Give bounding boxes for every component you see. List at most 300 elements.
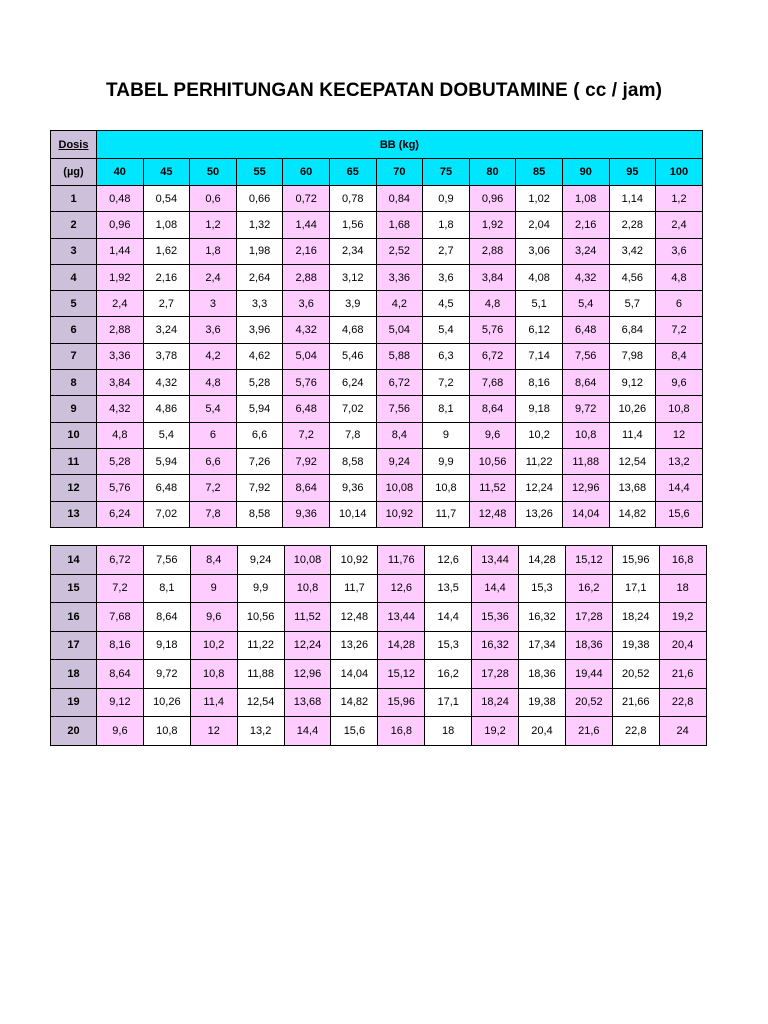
value-cell: 1,92	[97, 264, 144, 290]
value-cell: 6,84	[609, 317, 656, 343]
value-cell: 14,4	[284, 717, 331, 746]
value-cell: 13,68	[284, 688, 331, 717]
value-cell: 1,08	[562, 186, 609, 212]
value-cell: 18,24	[612, 603, 659, 632]
table-row	[51, 264, 703, 290]
value-cell: 5,94	[236, 396, 283, 422]
weight-header-cell: 50	[190, 159, 237, 186]
value-cell: 12,48	[331, 603, 378, 632]
value-cell: 1,8	[423, 212, 470, 238]
value-cell: 20,52	[565, 688, 612, 717]
value-cell: 12,6	[425, 546, 472, 575]
value-cell: 5,4	[190, 396, 237, 422]
value-cell: 4,08	[516, 264, 563, 290]
value-cell: 12,96	[562, 475, 609, 501]
dose-cell: 11	[51, 448, 97, 474]
value-cell: 3,36	[97, 343, 144, 369]
value-cell: 7,2	[97, 574, 144, 603]
weight-header-cell: 75	[423, 159, 470, 186]
value-cell: 10,8	[284, 574, 331, 603]
value-cell: 1,98	[236, 238, 283, 264]
weight-header-cell: 55	[236, 159, 283, 186]
value-cell: 4,62	[236, 343, 283, 369]
value-cell: 7,8	[190, 501, 237, 527]
value-cell: 2,04	[516, 212, 563, 238]
value-cell: 12	[190, 717, 237, 746]
value-cell: 7,92	[283, 448, 330, 474]
value-cell: 15,3	[425, 631, 472, 660]
value-cell: 4,8	[190, 370, 237, 396]
value-cell: 12,54	[237, 688, 284, 717]
value-cell: 2,28	[609, 212, 656, 238]
value-cell: 1,44	[97, 238, 144, 264]
value-cell: 3,42	[609, 238, 656, 264]
value-cell: 8,4	[656, 343, 703, 369]
value-cell: 6,72	[376, 370, 423, 396]
value-cell: 0,66	[236, 186, 283, 212]
value-cell: 8,1	[423, 396, 470, 422]
value-cell: 9,9	[237, 574, 284, 603]
value-cell: 4,32	[283, 317, 330, 343]
value-cell: 9,9	[423, 448, 470, 474]
value-cell: 4,86	[143, 396, 190, 422]
value-cell: 12,96	[284, 660, 331, 689]
value-cell: 14,4	[425, 603, 472, 632]
value-cell: 5,04	[376, 317, 423, 343]
value-cell: 18	[659, 574, 706, 603]
value-cell: 6,72	[97, 546, 144, 575]
value-cell: 16,32	[519, 603, 566, 632]
value-cell: 5,4	[423, 317, 470, 343]
weight-header-cell: 60	[283, 159, 330, 186]
value-cell: 0,9	[423, 186, 470, 212]
value-cell: 0,6	[190, 186, 237, 212]
value-cell: 3,36	[376, 264, 423, 290]
value-cell: 9,72	[143, 660, 190, 689]
value-cell: 15,3	[519, 574, 566, 603]
table-row	[51, 574, 707, 603]
table-row	[51, 475, 703, 501]
value-cell: 6,12	[516, 317, 563, 343]
value-cell: 9,24	[237, 546, 284, 575]
value-cell: 5,76	[469, 317, 516, 343]
value-cell: 15,6	[656, 501, 703, 527]
table-row	[51, 186, 703, 212]
value-cell: 4,8	[656, 264, 703, 290]
value-cell: 6,3	[423, 343, 470, 369]
table-row	[51, 717, 707, 746]
value-cell: 2,7	[143, 291, 190, 317]
value-cell: 3,6	[190, 317, 237, 343]
value-cell: 19,44	[565, 660, 612, 689]
value-cell: 12	[656, 422, 703, 448]
value-cell: 13,2	[656, 448, 703, 474]
dose-cell: 9	[51, 396, 97, 422]
weight-column-header: BB (kg)	[97, 131, 703, 159]
value-cell: 2,4	[190, 264, 237, 290]
value-cell: 10,56	[237, 603, 284, 632]
value-cell: 17,1	[425, 688, 472, 717]
value-cell: 11,88	[237, 660, 284, 689]
value-cell: 10,08	[376, 475, 423, 501]
value-cell: 2,7	[423, 238, 470, 264]
value-cell: 1,2	[190, 212, 237, 238]
value-cell: 1,8	[190, 238, 237, 264]
value-cell: 1,32	[236, 212, 283, 238]
value-cell: 3,9	[329, 291, 376, 317]
dose-unit-header: (µg)	[51, 159, 97, 186]
value-cell: 9	[190, 574, 237, 603]
value-cell: 11,76	[378, 546, 425, 575]
value-cell: 7,92	[236, 475, 283, 501]
value-cell: 19,2	[659, 603, 706, 632]
dose-cell: 4	[51, 264, 97, 290]
value-cell: 9,36	[329, 475, 376, 501]
dose-cell: 15	[51, 574, 97, 603]
value-cell: 12,54	[609, 448, 656, 474]
value-cell: 8,64	[283, 475, 330, 501]
value-cell: 7,98	[609, 343, 656, 369]
value-cell: 8,64	[469, 396, 516, 422]
value-cell: 16,8	[659, 546, 706, 575]
value-cell: 6,48	[283, 396, 330, 422]
value-cell: 9,18	[516, 396, 563, 422]
value-cell: 1,2	[656, 186, 703, 212]
value-cell: 5,4	[562, 291, 609, 317]
weight-header-cell: 100	[656, 159, 703, 186]
value-cell: 3,84	[97, 370, 144, 396]
value-cell: 15,36	[472, 603, 519, 632]
value-cell: 12,6	[378, 574, 425, 603]
value-cell: 9,12	[97, 688, 144, 717]
value-cell: 8,4	[376, 422, 423, 448]
value-cell: 5,1	[516, 291, 563, 317]
value-cell: 14,82	[609, 501, 656, 527]
value-cell: 4,32	[97, 396, 144, 422]
value-cell: 13,26	[331, 631, 378, 660]
dose-cell: 1	[51, 186, 97, 212]
value-cell: 0,54	[143, 186, 190, 212]
dose-cell: 19	[51, 688, 97, 717]
table-row	[51, 660, 707, 689]
dose-cell: 5	[51, 291, 97, 317]
value-cell: 14,4	[656, 475, 703, 501]
value-cell: 3,24	[143, 317, 190, 343]
value-cell: 1,62	[143, 238, 190, 264]
value-cell: 10,8	[423, 475, 470, 501]
dose-cell: 16	[51, 603, 97, 632]
value-cell: 2,88	[97, 317, 144, 343]
value-cell: 14,04	[331, 660, 378, 689]
value-cell: 6,48	[143, 475, 190, 501]
header-row-weights	[51, 159, 703, 186]
value-cell: 3,06	[516, 238, 563, 264]
table-row	[51, 501, 703, 527]
weight-header-cell: 40	[97, 159, 144, 186]
value-cell: 7,2	[190, 475, 237, 501]
value-cell: 10,92	[331, 546, 378, 575]
value-cell: 12,24	[284, 631, 331, 660]
value-cell: 2,16	[562, 212, 609, 238]
weight-header-cell: 65	[329, 159, 376, 186]
value-cell: 19,2	[472, 717, 519, 746]
value-cell: 7,2	[656, 317, 703, 343]
weight-header-cell: 70	[376, 159, 423, 186]
value-cell: 11,88	[562, 448, 609, 474]
value-cell: 6	[190, 422, 237, 448]
value-cell: 18,24	[472, 688, 519, 717]
value-cell: 3,12	[329, 264, 376, 290]
value-cell: 17,34	[519, 631, 566, 660]
dose-cell: 12	[51, 475, 97, 501]
value-cell: 9,12	[609, 370, 656, 396]
value-cell: 15,12	[565, 546, 612, 575]
value-cell: 10,92	[376, 501, 423, 527]
table-row	[51, 317, 703, 343]
value-cell: 14,82	[331, 688, 378, 717]
value-cell: 10,26	[143, 688, 190, 717]
value-cell: 11,52	[284, 603, 331, 632]
value-cell: 7,68	[97, 603, 144, 632]
value-cell: 10,26	[609, 396, 656, 422]
value-cell: 1,92	[469, 212, 516, 238]
value-cell: 9,6	[656, 370, 703, 396]
value-cell: 17,28	[472, 660, 519, 689]
value-cell: 4,56	[609, 264, 656, 290]
value-cell: 9,72	[562, 396, 609, 422]
value-cell: 8,16	[97, 631, 144, 660]
value-cell: 13,44	[472, 546, 519, 575]
value-cell: 18,36	[519, 660, 566, 689]
value-cell: 5,28	[236, 370, 283, 396]
value-cell: 9,6	[469, 422, 516, 448]
value-cell: 7,2	[283, 422, 330, 448]
value-cell: 10,2	[190, 631, 237, 660]
value-cell: 3,6	[656, 238, 703, 264]
weight-header-cell: 80	[469, 159, 516, 186]
value-cell: 4,5	[423, 291, 470, 317]
value-cell: 14,28	[378, 631, 425, 660]
value-cell: 6,6	[236, 422, 283, 448]
dose-cell: 17	[51, 631, 97, 660]
value-cell: 0,72	[283, 186, 330, 212]
value-cell: 2,34	[329, 238, 376, 264]
value-cell: 0,84	[376, 186, 423, 212]
value-cell: 4,2	[190, 343, 237, 369]
value-cell: 4,2	[376, 291, 423, 317]
value-cell: 5,46	[329, 343, 376, 369]
value-cell: 4,32	[562, 264, 609, 290]
value-cell: 6,24	[97, 501, 144, 527]
table-row	[51, 238, 703, 264]
value-cell: 11,4	[609, 422, 656, 448]
value-cell: 5,94	[143, 448, 190, 474]
value-cell: 2,88	[283, 264, 330, 290]
value-cell: 8,64	[562, 370, 609, 396]
value-cell: 4,8	[469, 291, 516, 317]
dose-cell: 2	[51, 212, 97, 238]
value-cell: 10,2	[516, 422, 563, 448]
value-cell: 15,96	[378, 688, 425, 717]
value-cell: 7,68	[469, 370, 516, 396]
table-row	[51, 631, 707, 660]
page-title: TABEL PERHITUNGAN KECEPATAN DOBUTAMINE ( cc / jam)	[105, 80, 663, 101]
value-cell: 3,6	[283, 291, 330, 317]
value-cell: 13,44	[378, 603, 425, 632]
value-cell: 6,48	[562, 317, 609, 343]
table-row	[51, 370, 703, 396]
value-cell: 1,44	[283, 212, 330, 238]
value-cell: 9,24	[376, 448, 423, 474]
value-cell: 10,08	[284, 546, 331, 575]
table-row	[51, 212, 703, 238]
value-cell: 14,4	[472, 574, 519, 603]
value-cell: 2,88	[469, 238, 516, 264]
value-cell: 9,6	[190, 603, 237, 632]
value-cell: 15,6	[331, 717, 378, 746]
value-cell: 17,1	[612, 574, 659, 603]
value-cell: 16,8	[378, 717, 425, 746]
value-cell: 8,64	[143, 603, 190, 632]
value-cell: 18	[425, 717, 472, 746]
value-cell: 3,3	[236, 291, 283, 317]
value-cell: 10,56	[469, 448, 516, 474]
value-cell: 8,58	[236, 501, 283, 527]
value-cell: 7,26	[236, 448, 283, 474]
value-cell: 11,52	[469, 475, 516, 501]
value-cell: 5,7	[609, 291, 656, 317]
value-cell: 10,8	[656, 396, 703, 422]
value-cell: 10,8	[143, 717, 190, 746]
value-cell: 24	[659, 717, 706, 746]
value-cell: 14,04	[562, 501, 609, 527]
value-cell: 7,8	[329, 422, 376, 448]
value-cell: 5,88	[376, 343, 423, 369]
value-cell: 6	[656, 291, 703, 317]
dose-cell: 10	[51, 422, 97, 448]
value-cell: 13,26	[516, 501, 563, 527]
value-cell: 0,96	[97, 212, 144, 238]
value-cell: 5,76	[97, 475, 144, 501]
value-cell: 9,6	[97, 717, 144, 746]
value-cell: 6,6	[190, 448, 237, 474]
value-cell: 9,36	[283, 501, 330, 527]
value-cell: 7,02	[143, 501, 190, 527]
weight-header-cell: 45	[143, 159, 190, 186]
value-cell: 13,5	[425, 574, 472, 603]
value-cell: 2,16	[283, 238, 330, 264]
weight-header-cell: 85	[516, 159, 563, 186]
value-cell: 7,2	[423, 370, 470, 396]
table-row	[51, 688, 707, 717]
dose-column-header	[51, 131, 97, 159]
value-cell: 2,16	[143, 264, 190, 290]
table-row	[51, 291, 703, 317]
value-cell: 21,66	[612, 688, 659, 717]
value-cell: 13,2	[237, 717, 284, 746]
value-cell: 1,02	[516, 186, 563, 212]
value-cell: 12,48	[469, 501, 516, 527]
value-cell: 16,2	[425, 660, 472, 689]
value-cell: 2,64	[236, 264, 283, 290]
value-cell: 2,52	[376, 238, 423, 264]
dose-cell: 18	[51, 660, 97, 689]
value-cell: 6,24	[329, 370, 376, 396]
value-cell: 7,56	[562, 343, 609, 369]
value-cell: 3,84	[469, 264, 516, 290]
table-row	[51, 603, 707, 632]
value-cell: 5,04	[283, 343, 330, 369]
dose-cell: 8	[51, 370, 97, 396]
value-cell: 11,22	[516, 448, 563, 474]
value-cell: 10,14	[329, 501, 376, 527]
value-cell: 2,4	[97, 291, 144, 317]
value-cell: 10,8	[190, 660, 237, 689]
value-cell: 7,02	[329, 396, 376, 422]
weight-header-cell: 90	[562, 159, 609, 186]
table-row	[51, 448, 703, 474]
value-cell: 3,6	[423, 264, 470, 290]
value-cell: 3,24	[562, 238, 609, 264]
value-cell: 16,32	[472, 631, 519, 660]
value-cell: 15,96	[612, 546, 659, 575]
dose-cell: 13	[51, 501, 97, 527]
value-cell: 9	[423, 422, 470, 448]
value-cell: 8,64	[97, 660, 144, 689]
value-cell: 11,7	[331, 574, 378, 603]
value-cell: 19,38	[519, 688, 566, 717]
dose-cell: 3	[51, 238, 97, 264]
value-cell: 7,56	[143, 546, 190, 575]
value-cell: 18,36	[565, 631, 612, 660]
value-cell: 5,76	[283, 370, 330, 396]
value-cell: 2,4	[656, 212, 703, 238]
value-cell: 11,7	[423, 501, 470, 527]
table-row	[51, 396, 703, 422]
value-cell: 15,12	[378, 660, 425, 689]
dose-table-bottom	[50, 545, 707, 746]
value-cell: 8,4	[190, 546, 237, 575]
value-cell: 12,24	[516, 475, 563, 501]
value-cell: 6,72	[469, 343, 516, 369]
dose-cell: 6	[51, 317, 97, 343]
value-cell: 7,56	[376, 396, 423, 422]
value-cell: 1,68	[376, 212, 423, 238]
value-cell: 0,78	[329, 186, 376, 212]
value-cell: 3,96	[236, 317, 283, 343]
value-cell: 13,68	[609, 475, 656, 501]
value-cell: 8,1	[143, 574, 190, 603]
dose-cell: 14	[51, 546, 97, 575]
value-cell: 20,52	[612, 660, 659, 689]
value-cell: 21,6	[565, 717, 612, 746]
value-cell: 8,58	[329, 448, 376, 474]
value-cell: 17,28	[565, 603, 612, 632]
table-row	[51, 422, 703, 448]
value-cell: 4,32	[143, 370, 190, 396]
header-row-weight-label	[51, 131, 703, 159]
value-cell: 19,38	[612, 631, 659, 660]
value-cell: 22,8	[659, 688, 706, 717]
value-cell: 21,6	[659, 660, 706, 689]
value-cell: 0,48	[97, 186, 144, 212]
value-cell: 14,28	[519, 546, 566, 575]
value-cell: 1,56	[329, 212, 376, 238]
value-cell: 22,8	[612, 717, 659, 746]
value-cell: 20,4	[519, 717, 566, 746]
dose-cell: 7	[51, 343, 97, 369]
value-cell: 11,22	[237, 631, 284, 660]
